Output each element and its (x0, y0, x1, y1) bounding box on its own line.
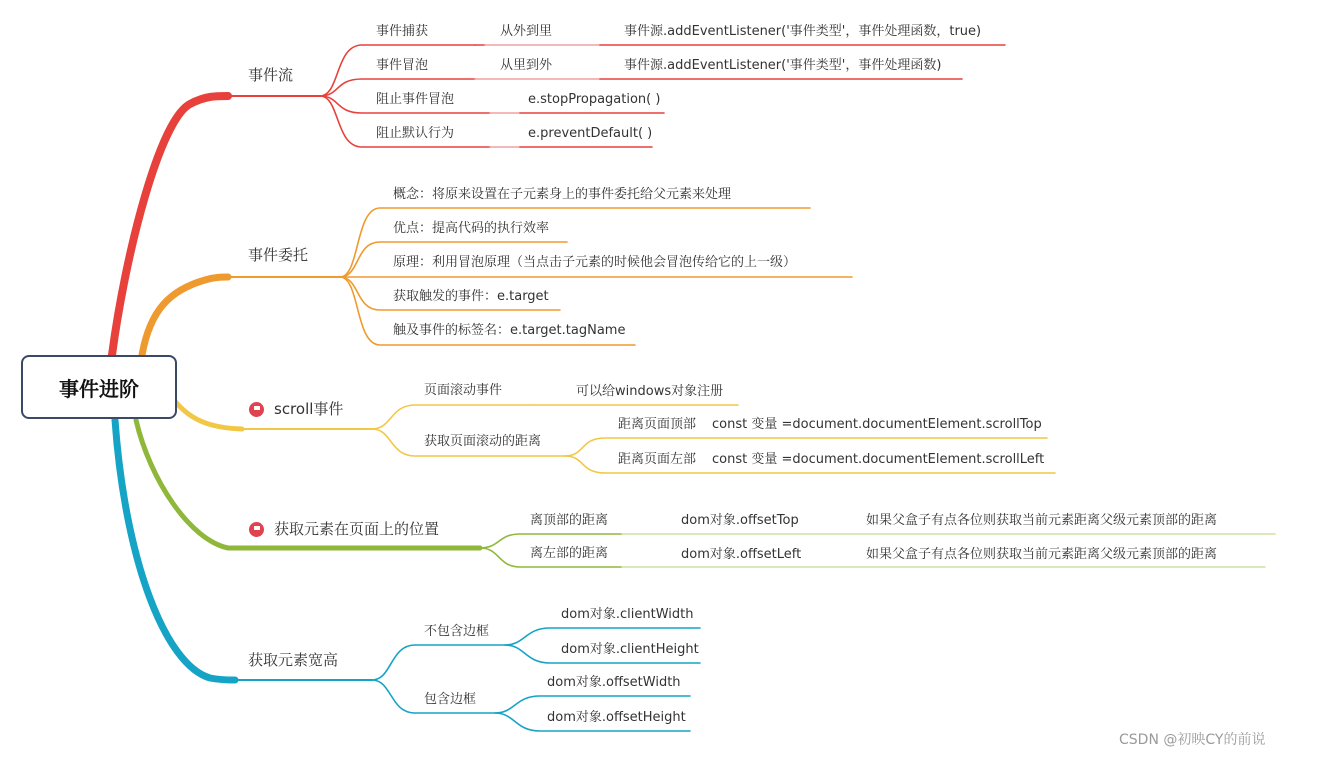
position-top-label[interactable]: 离顶部的距离 (530, 513, 609, 528)
size-client-height[interactable]: dom对象.clientHeight (561, 642, 699, 657)
delegate-target[interactable]: 获取触发的事件：e.target (393, 289, 549, 304)
position-top-code[interactable]: dom对象.offsetTop (681, 513, 799, 528)
branch-scroll-label[interactable]: scroll事件 (274, 400, 344, 418)
branch-flow-label[interactable]: 事件流 (248, 66, 294, 84)
flow-capture-label[interactable]: 事件捕获 (376, 24, 429, 39)
flag-icon (249, 522, 264, 537)
flow-stop-propagation-label[interactable]: 阻止事件冒泡 (376, 92, 455, 107)
flow-bubble-code[interactable]: 事件源.addEventListener('事件类型'，事件处理函数) (624, 58, 942, 73)
flow-capture-code[interactable]: 事件源.addEventListener('事件类型'，事件处理函数，true) (624, 24, 982, 39)
branch-line-flow (112, 96, 228, 355)
flow-capture-direction[interactable]: 从外到里 (500, 24, 553, 39)
size-client-width[interactable]: dom对象.clientWidth (561, 607, 694, 622)
scroll-top-label[interactable]: 距离页面顶部 (618, 417, 697, 432)
flow-bubble-direction[interactable]: 从里到外 (500, 58, 553, 73)
scroll-left-label[interactable]: 距离页面左部 (618, 452, 697, 467)
delegate-advantage[interactable]: 优点：提高代码的执行效率 (393, 221, 550, 236)
scroll-top-code[interactable]: const 变量 =document.documentElement.scrollTop (712, 417, 1042, 432)
scroll-event-detail[interactable]: 可以给windows对象注册 (576, 384, 724, 399)
delegate-concept[interactable]: 概念：将原来设置在子元素身上的事件委托给父元素来处理 (393, 187, 732, 202)
position-left-label[interactable]: 离左部的距离 (530, 546, 609, 561)
branch-size-label[interactable]: 获取元素宽高 (248, 651, 339, 669)
root-node[interactable]: 事件进阶 (21, 355, 177, 419)
size-offset-height[interactable]: dom对象.offsetHeight (547, 710, 686, 725)
branch-delegate-label[interactable]: 事件委托 (248, 246, 309, 264)
flow-bubble-label[interactable]: 事件冒泡 (376, 58, 429, 73)
delegate-principle[interactable]: 原理：利用冒泡原理（当点击子元素的时候他会冒泡传给它的上一级） (393, 255, 797, 270)
branch-line-delegate (142, 277, 228, 355)
scroll-distance-label[interactable]: 获取页面滚动的距离 (424, 434, 542, 449)
size-no-border-label[interactable]: 不包含边框 (424, 624, 490, 639)
size-with-border-label[interactable]: 包含边框 (424, 692, 477, 707)
position-top-note[interactable]: 如果父盒子有点各位则获取当前元素距离父级元素顶部的距离 (866, 513, 1218, 528)
flow-prevent-default-code[interactable]: e.preventDefault( ) (528, 126, 653, 141)
watermark: CSDN @初映CY的前说 (1119, 732, 1266, 748)
delegate-tagname[interactable]: 触及事件的标签名：e.target.tagName (393, 323, 626, 338)
flow-prevent-default-label[interactable]: 阻止默认行为 (376, 126, 455, 141)
flow-stop-propagation-code[interactable]: e.stopPropagation( ) (528, 92, 661, 107)
scroll-left-code[interactable]: const 变量 =document.documentElement.scrollLeft (712, 452, 1045, 467)
flag-icon (249, 402, 264, 417)
position-left-code[interactable]: dom对象.offsetLeft (681, 547, 802, 562)
size-offset-width[interactable]: dom对象.offsetWidth (547, 675, 681, 690)
position-left-note[interactable]: 如果父盒子有点各位则获取当前元素距离父级元素顶部的距离 (866, 547, 1218, 562)
scroll-event-label[interactable]: 页面滚动事件 (424, 383, 503, 398)
branch-position-label[interactable]: 获取元素在页面上的位置 (274, 520, 440, 538)
branch-line-scroll (174, 400, 242, 429)
branch-line-size (115, 420, 235, 680)
